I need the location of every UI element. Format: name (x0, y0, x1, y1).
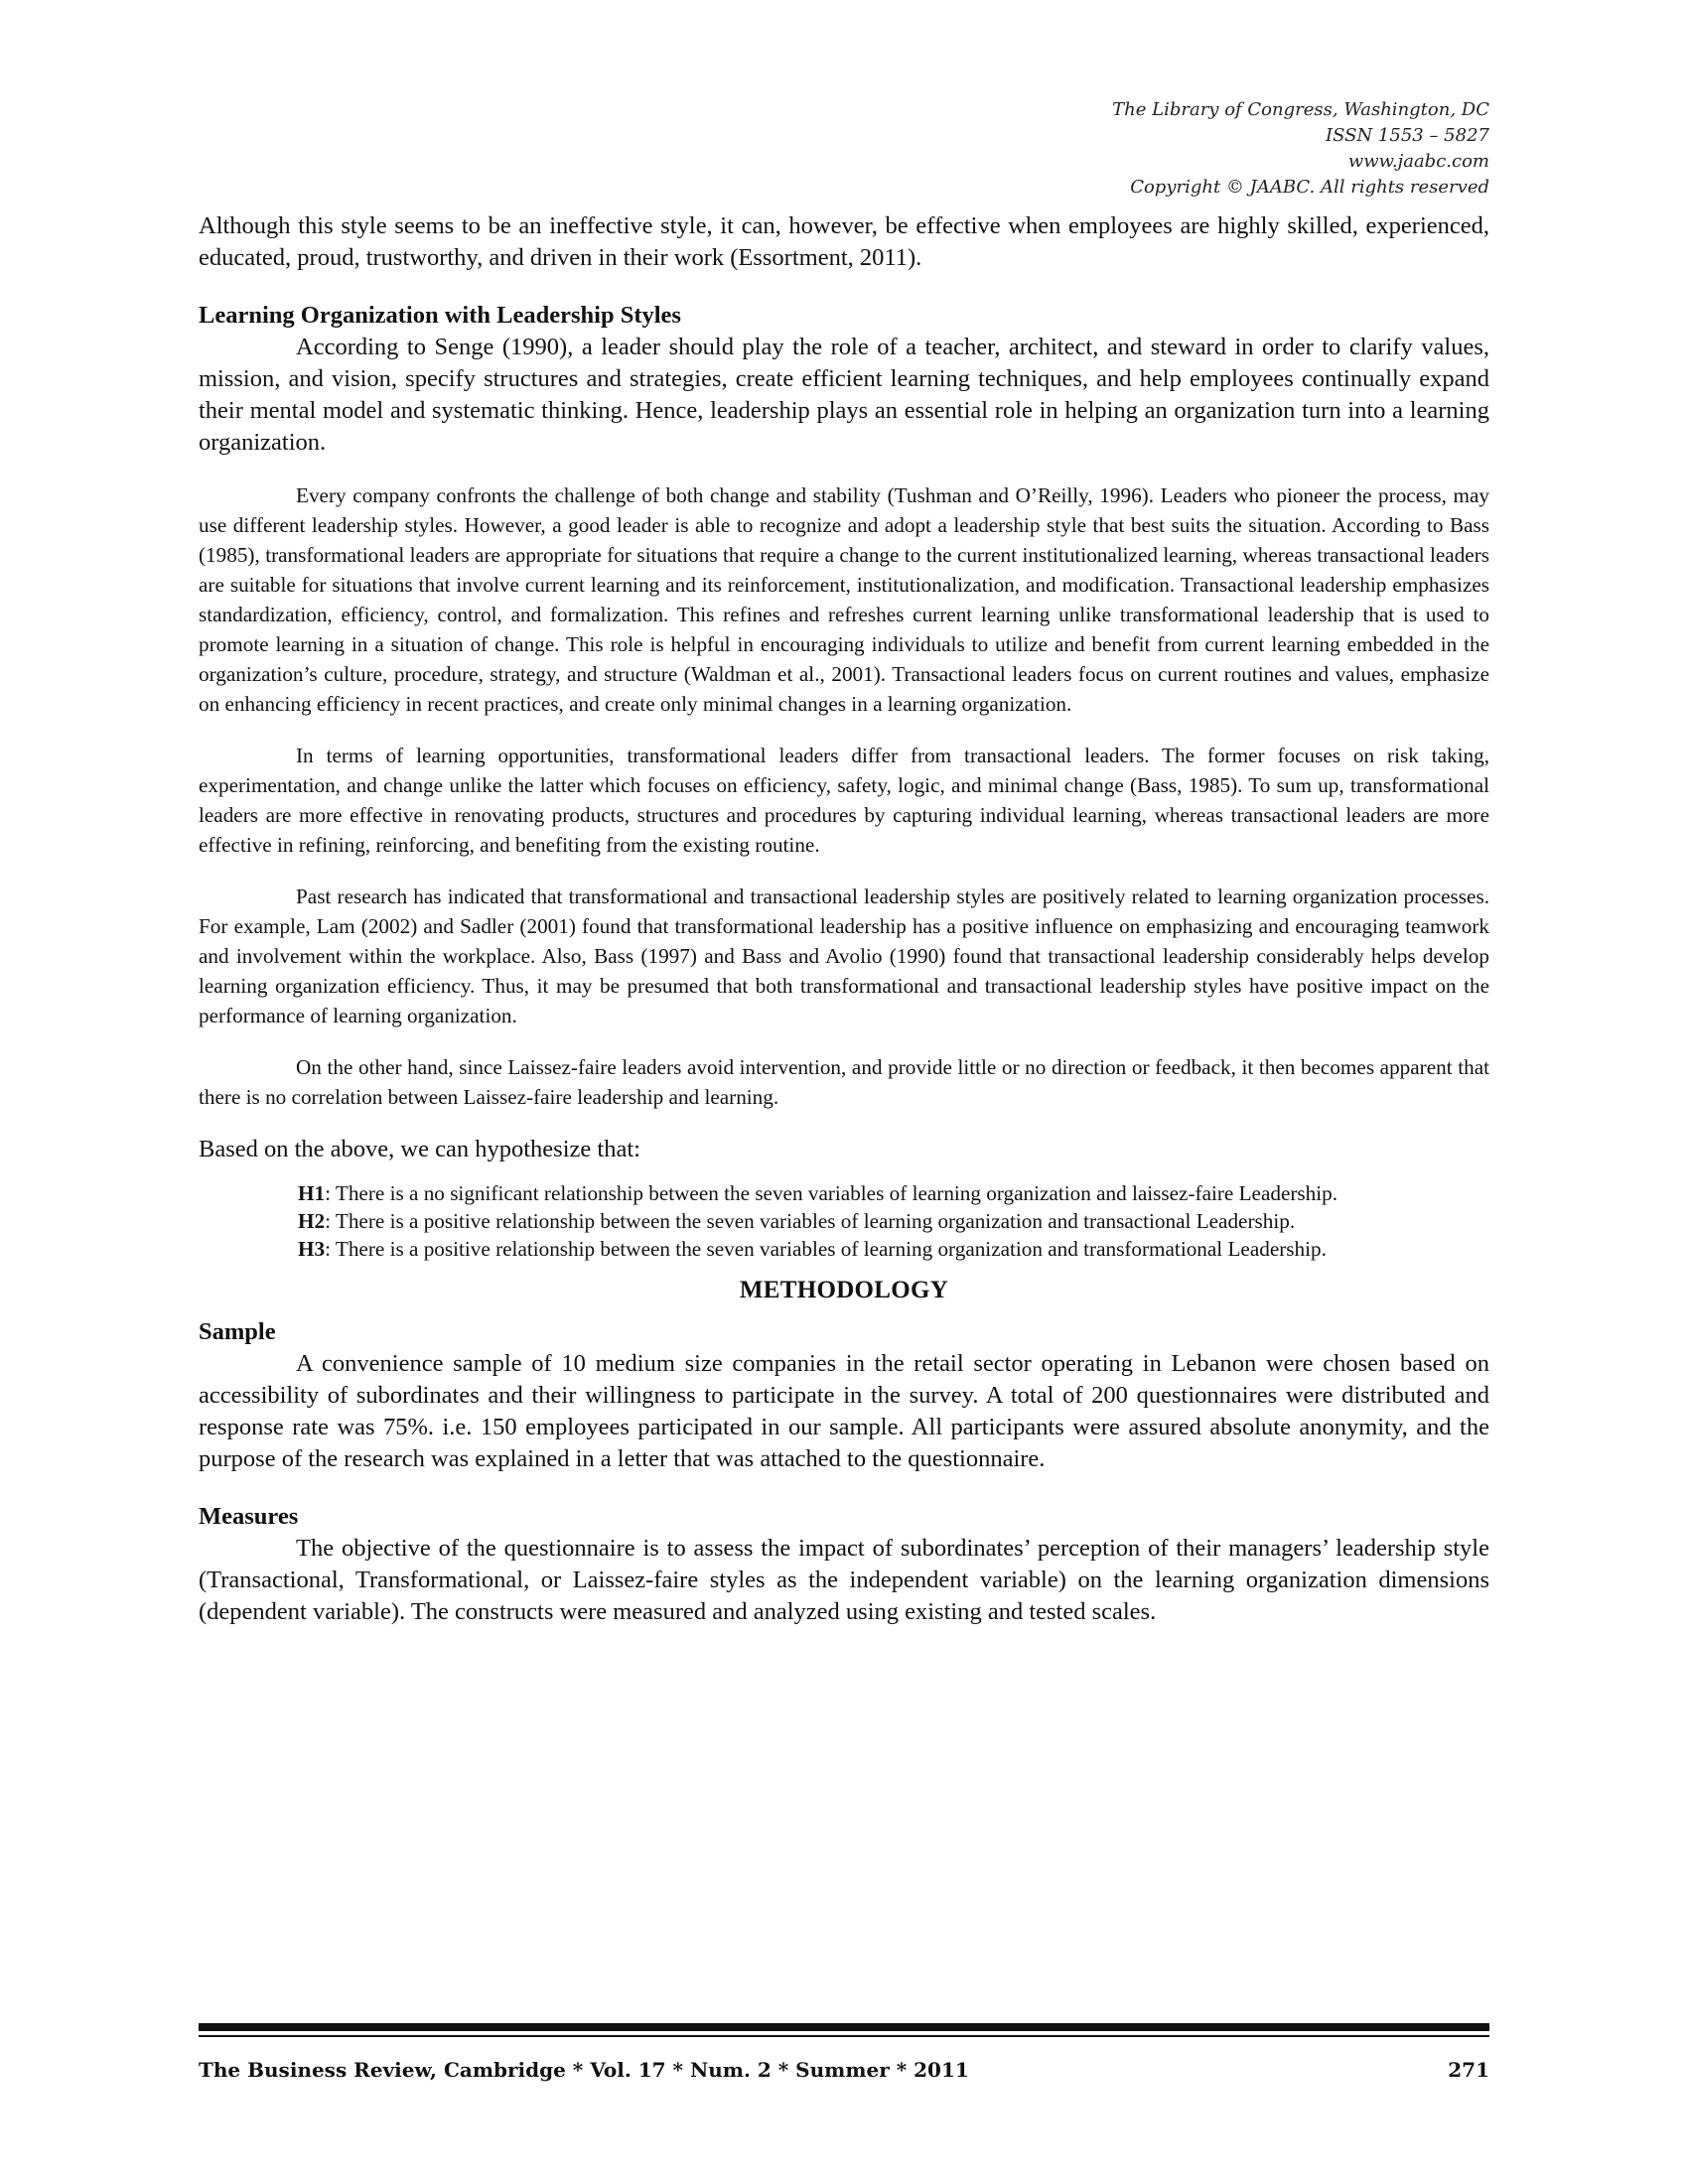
header-copyright: Copyright © JAABC. All rights reserved (1130, 177, 1489, 198)
paragraph-laissez-faire: On the other hand, since Laissez-faire leaders avoid intervention, and provide little or no direction or feedback, it then becomes apparent that there is no correlation between Laissez-faire leadership and learning. (199, 1055, 1489, 1109)
paragraph-sample: A convenience sample of 10 medium size companies in the retail sector operating in Lebanon were chosen based on accessibility of subordinates and their willingness to participate in the survey. A total of 200 questionnaires were distributed and response rate was 75%. i.e. 150 employees participated in our sample. All participants were assured absolute anonymity, and the purpose of the research was explained in a letter that was attached to the questionnaire. (199, 1350, 1489, 1472)
header-website: www.jaabc.com (1347, 151, 1489, 172)
paragraph-learning-opportunities: In terms of learning opportunities, transformational leaders differ from transactional leaders. The former focuses on risk taking, experimentation, and change unlike the latter which focuses on efficiency, safety, logic, and minimal change (Bass, 1985). To sum up, transformational leaders are more effective in renovating products, structures and procedures by capturing individual learning, whereas transactional leaders are more effective in refining, reinforcing, and benefiting from the existing routine. (199, 744, 1489, 857)
hypothesis-label: H3 (298, 1237, 326, 1261)
running-footer (199, 2055, 1489, 2085)
header-issn: ISSN 1553 – 5827 (1326, 125, 1489, 146)
subsection-heading-sample: Sample (199, 1318, 276, 1345)
hypothesis-text: : There is a positive relationship between the seven variables of learning organization and transformational Leadership. (325, 1237, 1327, 1261)
paragraph-change-stability: Every company confronts the challenge of both change and stability (Tushman and O’Reilly, 1996). Leaders who pioneer the process, may use different leadership styles. However, a good leader is able to recognize and adopt a leadership style that best suits the situation. According to Bass (1985), transformational leaders are appropriate for situations that require a change to the current institutionalized learning, whereas transactional leaders are suitable for situations that involve current learning and its reinforcement, institutionalization, and modification. Transactional leadership emphasizes standardization, efficiency, control, and formalization. This refines and refreshes current learning unlike transformational leadership that is used to promote learning in a situation of change. This role is helpful in encouraging individuals to utilize and benefit from current learning embedded in the organization’s culture, procedure, strategy, and structure (Waldman et al., 2001). Transactional leaders focus on current routines and values, emphasize on enhancing efficiency in recent practices, and create only minimal changes in a learning organization. (199, 483, 1489, 716)
hypothesis-label: H2 (298, 1209, 326, 1233)
paragraph-measures: The objective of the questionnaire is to assess the impact of subordinates’ perception of their managers’ leadership style (Transactional, Transformational, or Laissez-faire styles as the independent variable) on the learning organization dimensions (dependent variable). The constructs were measured and analyzed using existing and tested scales. (199, 1535, 1489, 1625)
footer-journal-citation: The Business Review, Cambridge * Vol. 17 * Num. 2 * Summer * 2011 (199, 2058, 969, 2082)
hypothesis-text: : There is a positive relationship between the seven variables of learning organization and transactional Leadership. (325, 1209, 1296, 1233)
subsection-heading-measures: Measures (199, 1503, 299, 1530)
footer-rule-thin (199, 2035, 1489, 2037)
running-header (894, 97, 1489, 201)
intro-paragraph: Although this style seems to be an ineffective style, it can, however, be effective when employees are highly skilled, experienced, educated, proud, trustworthy, and driven in their work (Essortment, 2011). (199, 212, 1489, 271)
paragraph-past-research: Past research has indicated that transformational and transactional leadership styles are positively related to learning organization processes. For example, Lam (2002) and Sadler (2001) found that transformational leadership has a positive influence on emphasizing and encouraging teamwork and involvement within the workplace. Also, Bass (1997) and Bass and Avolio (1990) found that transactional leadership considerably helps develop learning organization efficiency. Thus, it may be presumed that both transformational and transactional leadership styles have positive impact on the performance of learning organization. (199, 885, 1489, 1027)
section-title-methodology: METHODOLOGY (739, 1277, 949, 1303)
paragraph-senge: According to Senge (1990), a leader should play the role of a teacher, architect, and steward in order to clarify values, mission, and vision, specify structures and strategies, create efficient learning techniques, and help employees continually expand their mental model and systematic thinking. Hence, leadership plays an essential role in helping an organization turn into a learning organization. (199, 334, 1489, 456)
hypothesis-text: : There is a no significant relationship between the seven variables of learning organization and laissez-faire Leadership. (325, 1181, 1338, 1205)
hypothesis-label: H1 (298, 1181, 326, 1205)
hypothesis-item (298, 1235, 1489, 1263)
hypotheses-lead-in: Based on the above, we can hypothesize that: (199, 1136, 640, 1162)
article-body (199, 210, 1489, 1628)
footer-rule-thick (199, 2023, 1489, 2031)
section-heading-learning-organization: Learning Organization with Leadership Styles (199, 302, 681, 329)
hypothesis-item (298, 1179, 1489, 1207)
page-number: 271 (1448, 2058, 1489, 2082)
hypothesis-item (298, 1207, 1489, 1235)
hypotheses-list (199, 1179, 1489, 1263)
header-publisher: The Library of Congress, Washington, DC (1112, 99, 1489, 120)
